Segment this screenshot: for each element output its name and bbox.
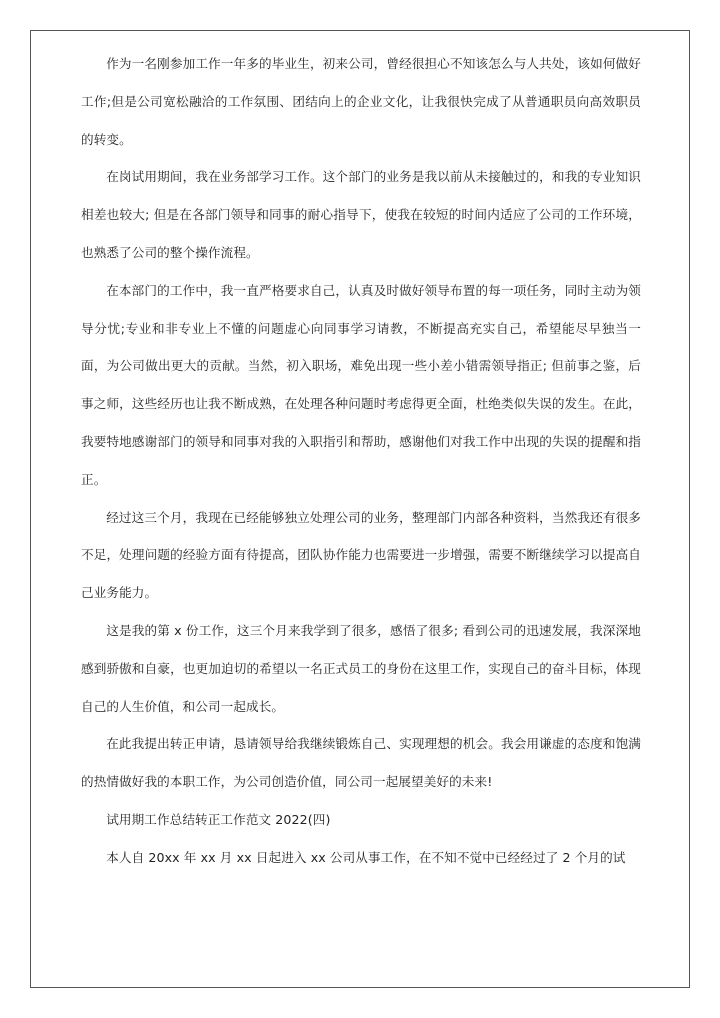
paragraph-department-work: 在本部门的工作中，我一直严格要求自己，认真及时做好领导布置的每一项任务，同时主动为领导分忧;专业和非专业上不懂的问题虚心向同事学习请教，不断提高充实自己，希望能尽早独当一面，为公司做出更大的贡献。当然，初入职场，难免出现一些小差小错需领导指正; 但前事之鉴，后事之师，这些经历也让我不断成熟，在处理各种问题时考虑得更全面，杜绝类似失误的发生。在此，我要特地感谢部门的领导和同事对我的入职指引和帮助，感谢他们对我工作中出现的失误的提醒和指正。 bbox=[81, 282, 641, 487]
document-body bbox=[81, 45, 641, 877]
paragraph-intro: 作为一名刚参加工作一年多的毕业生，初来公司，曾经很担心不知该怎么与人共处，该如何做好工作;但是公司宽松融洽的工作氛围、团结向上的企业文化，让我很快完成了从普通职员向高效职员的转变。 bbox=[81, 56, 641, 147]
paragraph-continued: 本人自 20xx 年 xx 月 xx 日起进入 xx 公司从事工作，在不知不觉中已经经过了 2 个月的试 bbox=[106, 849, 626, 865]
page-frame bbox=[30, 30, 690, 988]
section-heading: 试用期工作总结转正工作范文 2022(四) bbox=[106, 811, 331, 827]
paragraph-application: 在此我提出转正申请，恳请领导给我继续锻炼自己、实现理想的机会。我会用谦虚的态度和饱满的热情做好我的本职工作，为公司创造价值，同公司一起展望美好的未来! bbox=[81, 736, 641, 790]
paragraph-trial-period: 在岗试用期间，我在业务部学习工作。这个部门的业务是我以前从未接触过的，和我的专业知识相差也较大; 但是在各部门领导和同事的耐心指导下，使我在较短的时间内适应了公司的工作环境，也熟悉了公司的整个操作流程。 bbox=[81, 169, 641, 260]
paragraph-three-months: 经过这三个月，我现在已经能够独立处理公司的业务，整理部门内部各种资料，当然我还有很多不足，处理问题的经验方面有待提高，团队协作能力也需要进一步增强，需要不断继续学习以提高自己业务能力。 bbox=[81, 509, 641, 601]
paragraph-growth: 这是我的第 x 份工作，这三个月来我学到了很多，感悟了很多; 看到公司的迅速发展，我深深地感到骄傲和自豪，也更加迫切的希望以一名正式员工的身份在这里工作，实现自己的奋斗目标，体现自己的人生价值，和公司一起成长。 bbox=[81, 622, 641, 714]
